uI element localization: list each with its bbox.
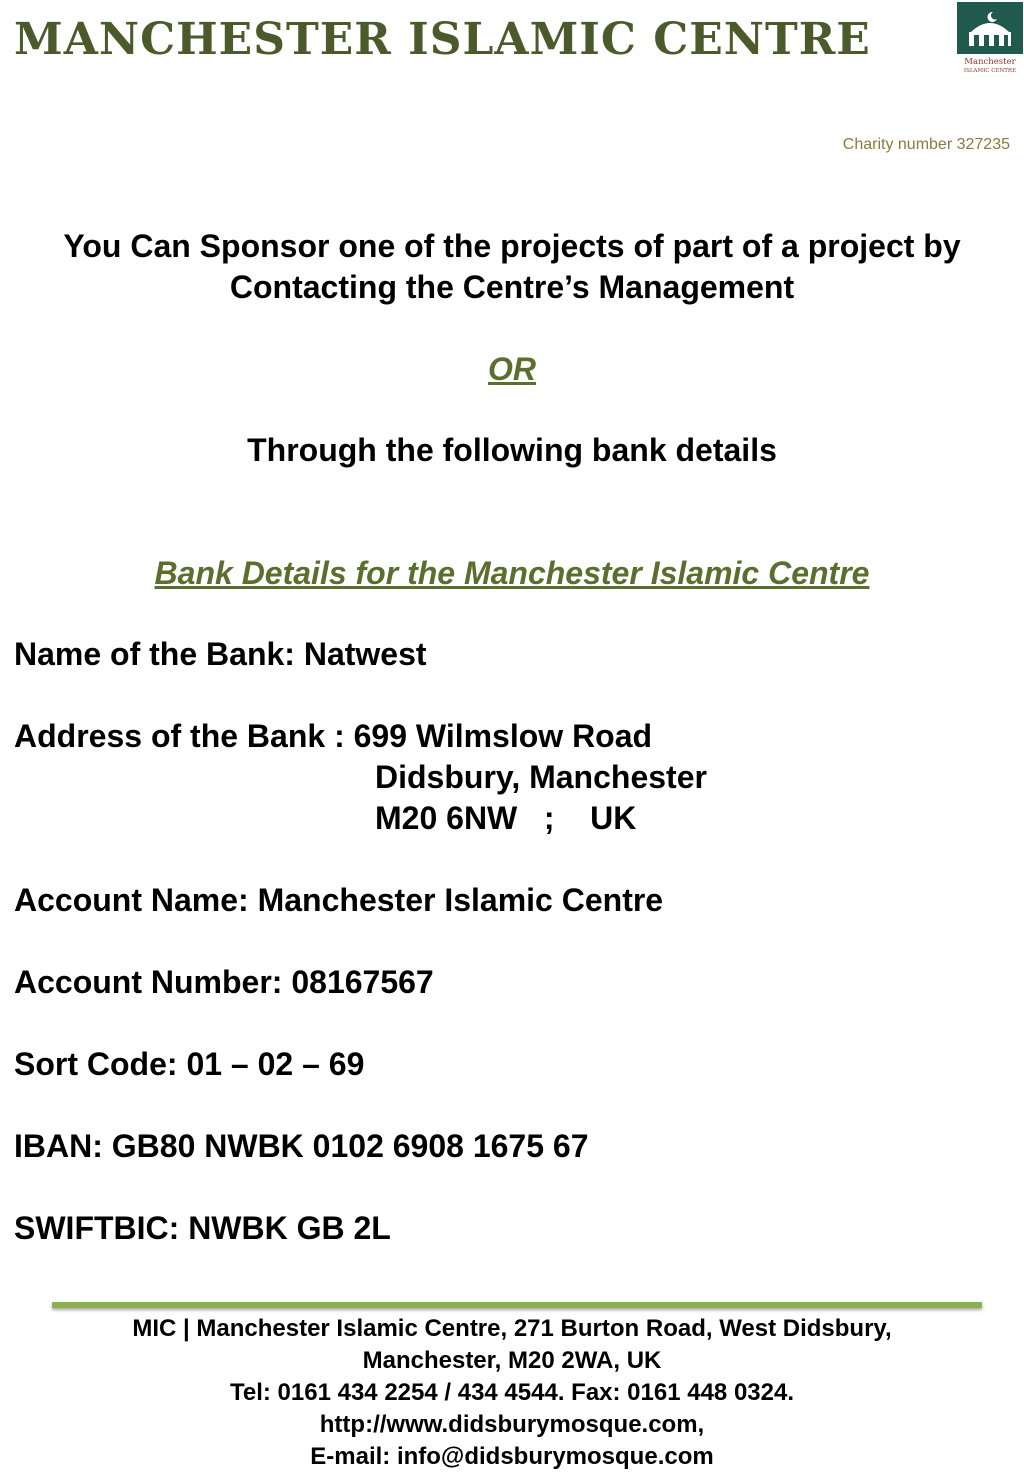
sponsor-text [0, 226, 1024, 308]
charity-number: Charity number 327235 [842, 136, 1010, 153]
bank-address-line-2: Didsbury, Manchester [375, 759, 707, 795]
bank-address-line-3: M20 6NW ; UK [375, 800, 637, 836]
logo-text-1: Manchester [964, 57, 1016, 67]
bank-name: Name of the Bank: Natwest [14, 636, 427, 672]
sponsor-line-2: Contacting the Centre’s Management [229, 269, 795, 305]
footer-email-link[interactable]: E-mail: info@didsburymosque.com [310, 1443, 714, 1470]
bank-address: Address of the Bank : 699 Wilmslow Road [14, 718, 653, 754]
account-number: Account Number: 08167567 [14, 964, 434, 1000]
footer [0, 1313, 1024, 1473]
bank-details-heading: Bank Details for the Manchester Islamic Centre [154, 555, 870, 591]
footer-phone: Tel: 0161 434 2254 / 434 4544. Fax: 0161 448 0324. [230, 1379, 794, 1406]
sort-code: Sort Code: 01 – 02 – 69 [14, 1046, 365, 1082]
footer-address-line-2: Manchester, M20 2WA, UK [362, 1347, 662, 1374]
account-name: Account Name: Manchester Islamic Centre [14, 882, 664, 918]
footer-address-line-1: MIC | Manchester Islamic Centre, 271 Burton Road, West Didsbury, [132, 1315, 892, 1342]
footer-website-link[interactable]: http://www.didsburymosque.com, [319, 1411, 705, 1438]
logo-text-2: Islamic Centre [963, 68, 1017, 74]
mosque-logo-icon [957, 2, 1023, 76]
sponsor-line-1: You Can Sponsor one of the projects of part of a project by [63, 228, 961, 264]
page-title: MANCHESTER ISLAMIC CENTRE [14, 14, 871, 65]
iban: IBAN: GB80 NWBK 0102 6908 1675 67 [14, 1128, 589, 1164]
through-text: Through the following bank details [247, 432, 777, 468]
swift-bic: SWIFTBIC: NWBK GB 2L [14, 1210, 391, 1246]
or-separator: OR [488, 351, 536, 387]
footer-divider [52, 1302, 982, 1308]
